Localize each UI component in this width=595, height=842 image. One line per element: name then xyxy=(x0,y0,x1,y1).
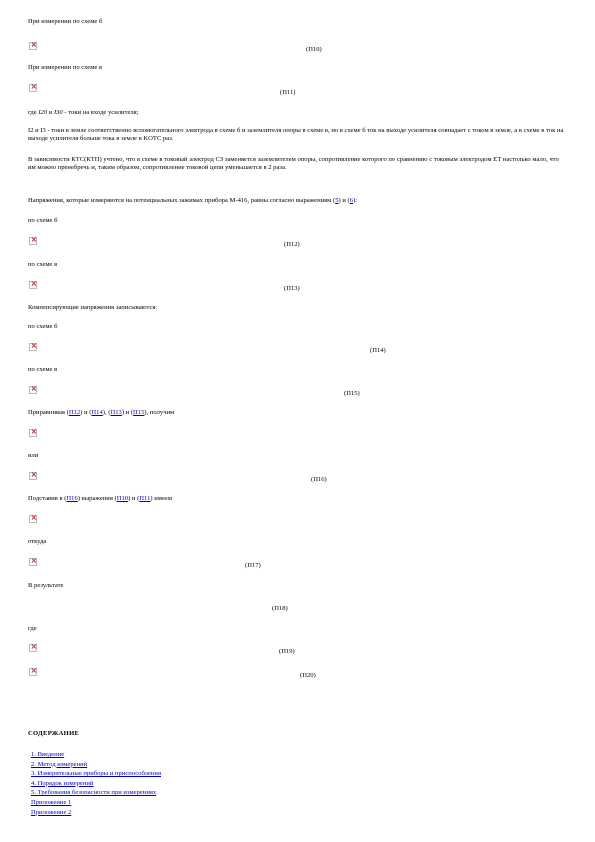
text-span: I20 xyxy=(38,109,48,116)
broken-image-icon xyxy=(29,281,37,289)
text-span: I30 xyxy=(53,109,63,116)
text-span: ), получим xyxy=(144,409,175,416)
toc-link-appendix-1[interactable]: Приложение 1 xyxy=(31,798,72,806)
broken-image-icon xyxy=(29,343,37,351)
broken-image-icon xyxy=(29,515,37,523)
equation-number: (П15) xyxy=(344,390,360,397)
text-line: по схеме б xyxy=(28,323,58,330)
text-line: Компенсирующие напряжения записываются: xyxy=(28,304,158,311)
broken-image-icon xyxy=(29,84,37,92)
text-line xyxy=(28,197,357,205)
equation-link[interactable]: П12 xyxy=(68,409,81,416)
equation-link[interactable]: П14 xyxy=(91,409,103,416)
toc-heading: СОДЕРЖАНИЕ xyxy=(28,730,80,737)
text-span: ) и ( xyxy=(338,197,350,204)
toc-link-introduction[interactable]: 1. Введение xyxy=(31,751,65,758)
text-line: по схеме в xyxy=(28,261,58,268)
paragraph: I2 и I3 - токи в земле соответственно вспомогательного электрода в схеме б и заземлителя опоры в схеме в, но в схеме б ток на выходе усилителя совпадает с током в земле, а в схеме в ток на выходе усилителя больше тока в земле в KOTC раз. xyxy=(28,127,564,142)
text-span: - токи на входе усилителя; xyxy=(62,109,139,116)
broken-image-icon xyxy=(29,386,37,394)
broken-image-icon xyxy=(29,42,37,50)
equation-number: (П13) xyxy=(284,285,300,292)
toc-link-procedure[interactable]: 4. Порядок измерений xyxy=(31,779,94,787)
text-line: по схеме в xyxy=(28,366,58,373)
equation-number: (П16) xyxy=(311,476,327,483)
equation-number: (П12) xyxy=(284,241,300,248)
toc-link-method[interactable]: 2. Метод измерений xyxy=(31,760,88,768)
equation-link[interactable]: 6 xyxy=(349,197,353,204)
equation-number: (П20) xyxy=(300,672,316,679)
equation-number: (П19) xyxy=(279,648,295,655)
text-line: При измерении по схеме в xyxy=(28,64,103,71)
text-span: Приравнивая ( xyxy=(28,409,69,416)
text-line xyxy=(28,109,139,117)
text-span: Подставив в ( xyxy=(28,495,67,502)
broken-image-icon xyxy=(29,429,37,437)
equation-number: (П14) xyxy=(370,347,386,354)
equation-link[interactable]: П15 xyxy=(133,409,145,416)
equation-number: (П10) xyxy=(306,46,322,53)
text-span: где xyxy=(28,109,39,116)
equation-number: (П17) xyxy=(245,562,261,569)
text-span: ), ( xyxy=(102,409,111,416)
toc-link-instruments[interactable]: 3. Измерительные приборы и приспособления xyxy=(31,770,161,778)
text-span: ) и ( xyxy=(128,495,140,502)
text-line: откуда xyxy=(28,538,47,545)
text-line xyxy=(28,495,172,503)
text-span: ) имеем xyxy=(150,495,172,502)
toc-link-safety[interactable]: 5. Требования безопасности при измерениях xyxy=(31,789,157,797)
broken-image-icon xyxy=(29,237,37,245)
text-span: и xyxy=(47,109,54,116)
equation-link[interactable]: П16 xyxy=(66,495,78,502)
broken-image-icon xyxy=(29,644,37,652)
table-of-contents xyxy=(31,750,161,817)
text-line: где xyxy=(28,625,37,632)
equation-number: (П18) xyxy=(272,605,288,612)
text-span: ) и ( xyxy=(80,409,92,416)
text-span: ) и ( xyxy=(121,409,134,416)
text-line: При измерении по схеме б xyxy=(28,18,103,25)
equation-link[interactable]: П13 xyxy=(110,409,122,416)
text-span: Напряжения, которые измеряются на потенциальных зажимах прибора М-416, равны согласно выражениям ( xyxy=(28,197,336,204)
toc-link-appendix-2[interactable]: Приложение 2 xyxy=(31,808,72,816)
text-line: В результате xyxy=(28,582,64,589)
text-line: или xyxy=(28,452,39,459)
equation-link[interactable]: П11 xyxy=(139,495,151,502)
text-span: ) выражения ( xyxy=(77,495,117,502)
paragraph: В зависимости КТС(КТП) учтено, что в схеме в токовый электрод СЗ заменяется заземлителем опоры, сопротивление которого по сравнению с токовым электродом ЕТ настолько мало, что им можно пренебречь и, таким образом, сопротивление токовой цепи уменьшается в 2 раза. xyxy=(28,156,559,171)
equation-link[interactable]: П10 xyxy=(116,495,129,502)
broken-image-icon xyxy=(29,668,37,676)
broken-image-icon xyxy=(29,472,37,480)
text-line: по схеме б xyxy=(28,217,58,224)
text-line xyxy=(28,409,174,417)
broken-image-icon xyxy=(29,558,37,566)
text-span: ): xyxy=(353,197,358,204)
equation-link[interactable]: 5 xyxy=(335,197,339,204)
equation-number: (П11) xyxy=(280,89,296,96)
